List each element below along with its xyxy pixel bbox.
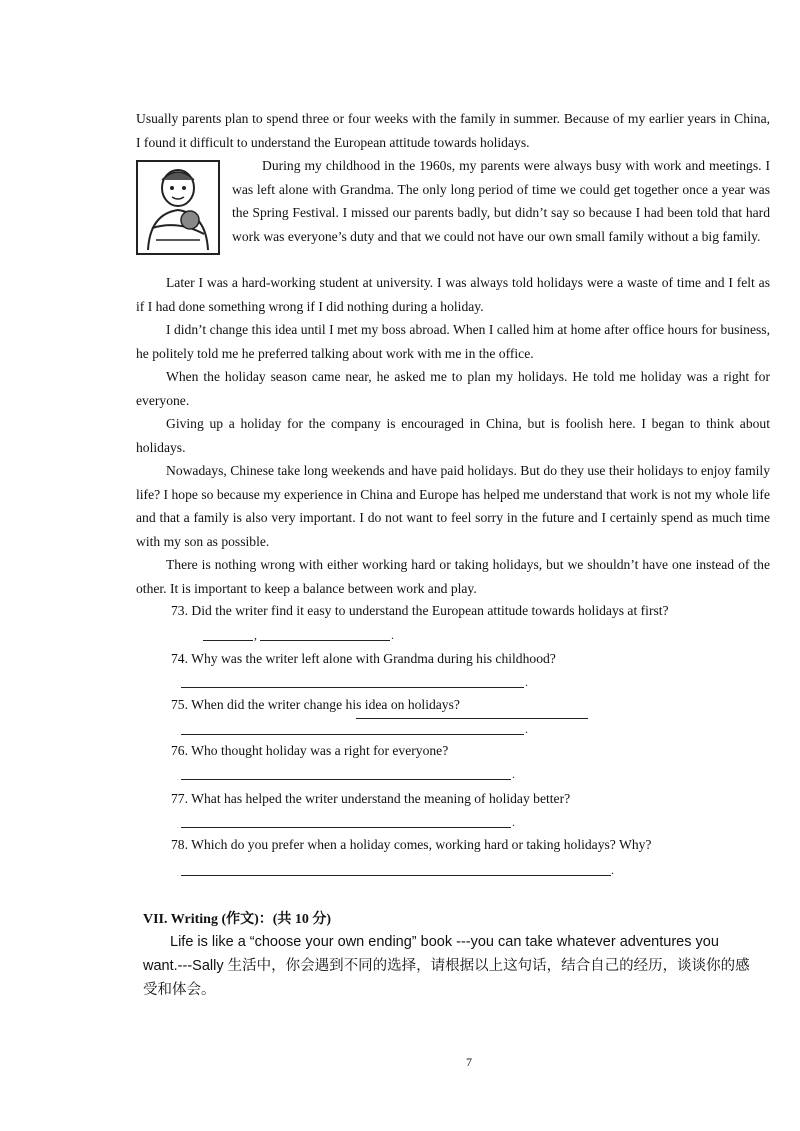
answer-blank-74[interactable] xyxy=(181,687,524,688)
question-text: Why was the writer left alone with Grandma during his childhood? xyxy=(191,651,556,666)
answer-period: . xyxy=(512,767,515,781)
answer-blank-75[interactable] xyxy=(181,734,524,735)
answer-blank-73a[interactable] xyxy=(203,640,253,641)
question-73 xyxy=(171,603,669,619)
question-75 xyxy=(171,697,460,713)
answer-blank-78[interactable] xyxy=(181,875,611,876)
writing-prompt-text xyxy=(143,930,755,1002)
writing-section-heading: VII. Writing (作文)：(共 10 分) xyxy=(143,912,332,927)
question-number: 73. xyxy=(171,603,188,618)
answer-blank-76[interactable] xyxy=(181,779,511,780)
question-78 xyxy=(171,837,651,853)
answer-blank-77[interactable] xyxy=(181,827,511,828)
passage-paragraph-4: When the holiday season came near, he asked me to plan my holidays. He told me holiday was a right for everyone. xyxy=(136,369,770,408)
question-number: 77. xyxy=(171,791,188,806)
passage-paragraph-7: There is nothing wrong with either working hard or taking holidays, but we shouldn’t have one instead of the other. It is important to keep a balance between work and play. xyxy=(136,557,770,596)
answer-period: . xyxy=(391,628,394,642)
question-text: Who thought holiday was a right for everyone? xyxy=(191,743,449,758)
answer-period: . xyxy=(525,675,528,689)
writing-prompt-en: Life is like a “choose your own ending” book ---you can take whatever adventures you want.---Sally xyxy=(143,934,719,974)
question-text: What has helped the writer understand the meaning of holiday better? xyxy=(191,791,571,806)
question-number: 74. xyxy=(171,651,188,666)
question-text: Which do you prefer when a holiday comes, working hard or taking holidays? Why? xyxy=(191,837,652,852)
question-number: 76. xyxy=(171,743,188,758)
question-76 xyxy=(171,743,448,759)
passage-paragraph-6: Nowadays, Chinese take long weekends and have paid holidays. But do they use their holidays to enjoy family life? I hope so because my experience in China and Europe has helped me understand that work is not my whole life and that a family is also very important. I do not want to feel sorry in the future and I certainly spend as much time with my son as possible. xyxy=(136,463,770,549)
passage-paragraph-0: Usually parents plan to spend three or four weeks with the family in summer. Because of my earlier years in China, I found it difficult to understand the European attitude towards holidays. xyxy=(136,111,770,150)
writing-prompt xyxy=(143,930,755,1002)
question-text: Did the writer find it easy to understand the European attitude towards holidays at first? xyxy=(191,603,669,618)
answer-blank-73b[interactable] xyxy=(260,640,390,641)
passage-paragraph-3: I didn’t change this idea until I met my boss abroad. When I called him at home after office hours for business, he politely told me he preferred talking about work with me in the office. xyxy=(136,322,770,361)
question-number: 75. xyxy=(171,697,188,712)
question-number: 78. xyxy=(171,837,188,852)
passage-paragraph-5: Giving up a holiday for the company is encouraged in China, but is foolish here. I began to think about holidays. xyxy=(136,416,770,455)
grandma-illustration xyxy=(136,160,220,255)
answer-comma: , xyxy=(254,628,257,642)
passage-paragraph-2: Later I was a hard-working student at university. I was always told holidays were a waste of time and I felt as if I had done something wrong if I did nothing during a holiday. xyxy=(136,275,770,314)
question-74 xyxy=(171,651,556,667)
question-77 xyxy=(171,791,570,807)
answer-period: . xyxy=(512,815,515,829)
passage-paragraph-1: During my childhood in the 1960s, my parents were always busy with work and meetings. I was left alone with Grandma. The only long period of time we could get together once a year was the Spring Festival. I missed our parents badly, but didn’t say so because I had been told that hard work was everyone’s duty and that we could not have our own small family without a big family. xyxy=(232,158,770,244)
answer-period: . xyxy=(525,722,528,736)
underline-mark xyxy=(356,718,588,719)
answer-period: . xyxy=(611,863,614,877)
grandma-hug-illustration-icon xyxy=(138,162,218,253)
writing-prompt-cn: 生活中，你会遇到不同的选择，请根据以上这句话，结合自己的经历，谈谈你的感受和体会。 xyxy=(143,958,750,998)
page-number: 7 xyxy=(466,1055,472,1069)
question-text: When did the writer change his idea on holidays? xyxy=(191,697,460,712)
